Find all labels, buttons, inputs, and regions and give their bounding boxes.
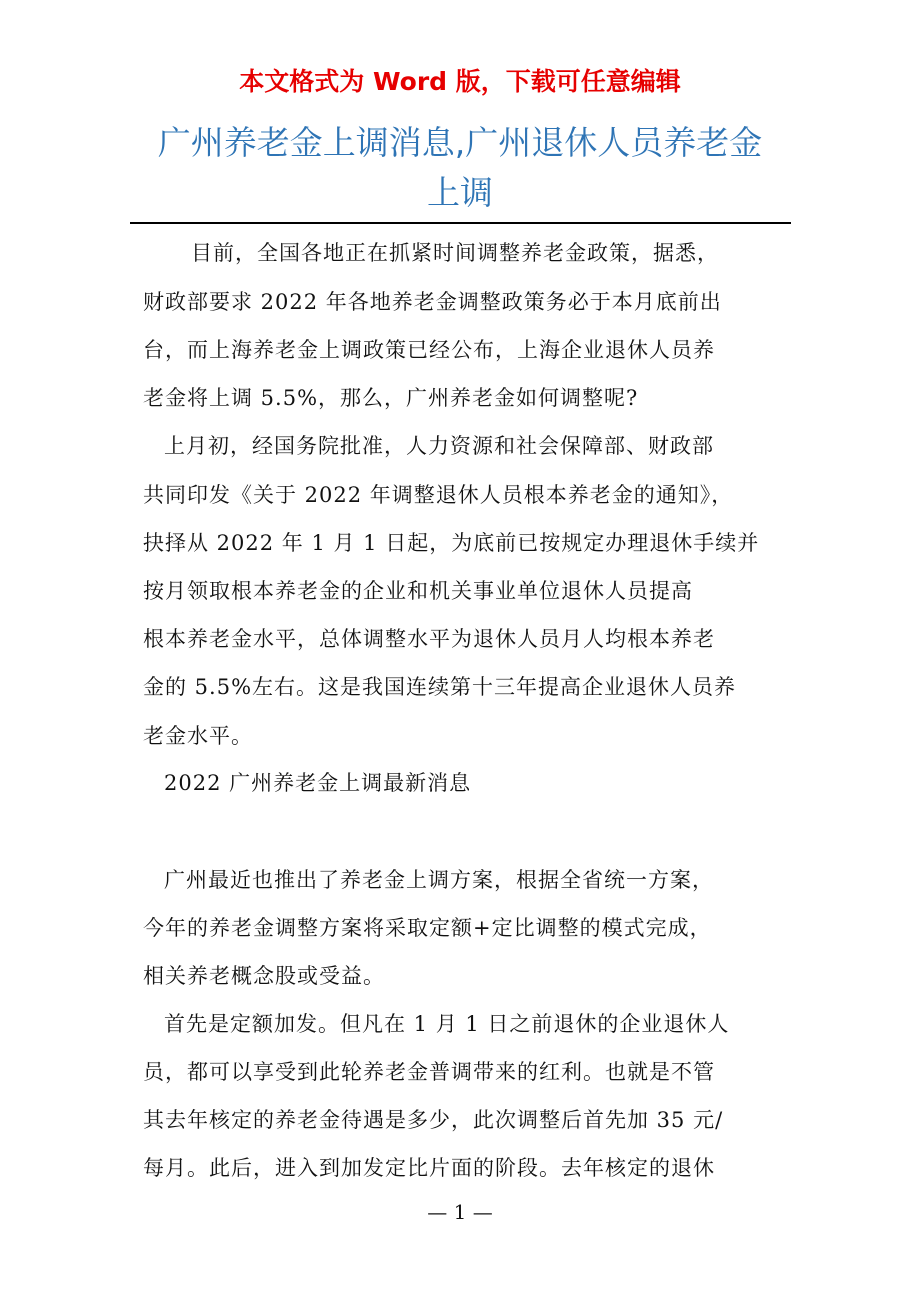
- body-line: 员，都可以享受到此轮养老金普调带来的红利。也就是不管: [143, 1060, 715, 1084]
- body-line: 台，而上海养老金上调政策已经公布，上海企业退休人员养: [143, 338, 715, 362]
- title-line-2: 上调: [427, 173, 493, 212]
- body-line: 老金水平。: [143, 724, 253, 748]
- body-line: 首先是定额加发。但凡在 1 月 1 日之前退休的企业退休人: [164, 1012, 730, 1036]
- body-line: 目前，全国各地正在抓紧时间调整养老金政策，据悉，: [191, 241, 719, 265]
- body-line: 每月。此后，进入到加发定比片面的阶段。去年核定的退休: [143, 1156, 715, 1180]
- title-line-1: 广州养老金上调消息,广州退休人员养老金: [157, 123, 763, 162]
- body-line: 相关养老概念股或受益。: [143, 964, 385, 988]
- body-line: 老金将上调 5.5%，那么，广州养老金如何调整呢?: [143, 386, 639, 410]
- body-line: 今年的养老金调整方案将采取定额+定比调整的模式完成，: [143, 916, 712, 940]
- body-line: 金的 5.5%左右。这是我国连续第十三年提高企业退休人员养: [143, 675, 737, 699]
- document-title: [130, 118, 790, 218]
- body-line: 根本养老金水平，总体调整水平为退休人员月人均根本养老: [143, 627, 715, 651]
- body-line: 上月初，经国务院批准，人力资源和社会保障部、财政部: [164, 434, 714, 458]
- page-number: — 1 —: [427, 1200, 493, 1224]
- body-line: 抉择从 2022 年 1 月 1 日起，为底前已按规定办理退休手续并: [143, 531, 760, 555]
- body-line: 按月领取根本养老金的企业和机关事业单位退休人员提高: [143, 579, 693, 603]
- body-line: 广州最近也推出了养老金上调方案，根据全省统一方案，: [164, 868, 714, 892]
- body-line: 财政部要求 2022 年各地养老金调整政策务必于本月底前出: [143, 290, 722, 314]
- title-divider: [130, 222, 791, 224]
- section-heading: 2022 广州养老金上调最新消息: [164, 771, 472, 795]
- body-line: 共同印发《关于 2022 年调整退休人员根本养老金的通知》，: [143, 483, 734, 507]
- format-notice-banner: 本文格式为 Word 版，下载可任意编辑: [239, 67, 681, 96]
- body-line: 其去年核定的养老金待遇是多少，此次调整后首先加 35 元/: [143, 1108, 724, 1132]
